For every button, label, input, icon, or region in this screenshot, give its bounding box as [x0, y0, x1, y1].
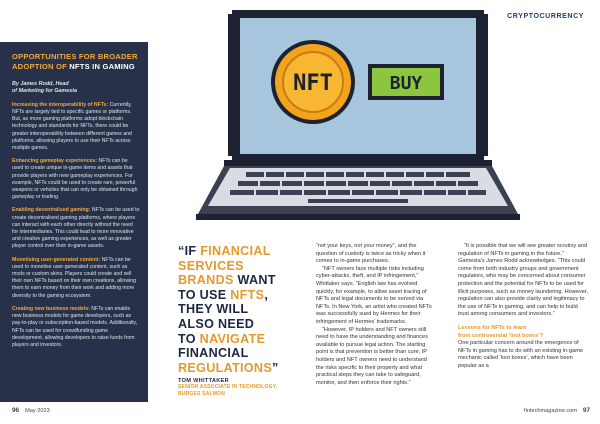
quote-word: , [264, 287, 269, 302]
section-body: NFTs can be used to create unique in-game items and assets that provide players with new gameplay experiences. For example, NFTs could be used to create rare, powerful weapons or vehicles that can only be obtained through gameplay or trading. [12, 158, 138, 201]
laptop-illustration [188, 0, 532, 232]
nft-coin-icon [271, 40, 355, 124]
sidebar-section [12, 207, 140, 250]
issue-date: May 2023 [25, 408, 50, 414]
quote-word: TO [178, 331, 200, 346]
pull-quote-text [178, 244, 296, 375]
quote-word: REGULATIONS [178, 360, 273, 375]
sidebar-title [12, 52, 140, 71]
right-page-number: 97 [582, 407, 590, 414]
subheading-line2: from controversial ‘loot boxes’? [458, 332, 544, 339]
section-heading: Monetising user-generated content: [12, 256, 101, 263]
quote-word: NFTS [230, 287, 265, 302]
quote-word: WANT [233, 273, 276, 288]
quote-word: SERVICES [178, 258, 244, 273]
body-column-1 [316, 243, 434, 387]
paragraph: “NFT owners face multiple risks including cyber-attacks, theft, and IP infringement,” Whittaker says. “English law has evolved quickly, for example, to allow asset tracing of NFTs and legal documents to be served via NFTs. In New York, an artist who created NFTs was successfully sued by Hermes for their infringement of Hermes’ trademarks. [316, 265, 432, 325]
section-heading: Increasing the interoperability of NFTs: [12, 101, 109, 108]
buy-label: BUY [389, 73, 423, 94]
paragraph: “It is possible that we will see greater scrutiny and regulation of NFTs in gaming in the future,” Gamesta’s James Rodd acknowledges. “This could come from both industry groups and government regulators, who may be concerned about consumer protection and the potential for NFTs to be used for illicit purposes, such as money laundering. However, regulation can also provide clarity and legitimacy to the use of NFTs in gaming, and can help to build trust among consumers and investors.” [458, 243, 588, 318]
paragraph: “However, IP holders and NFT owners still need to have the understanding and finances available to pursue legal action. The starting point is that prevention is better than cure; IP holders and NFT owners need to understand the risks specific to their property and what practical steps they can take to safeguard, monitor, and then enforce their rights.” [316, 326, 428, 386]
quote-attribution [178, 378, 308, 397]
body-column-2 [458, 243, 590, 371]
attribution-role-line2: BURGES SALMON [178, 390, 226, 397]
sidebar-title-part2: NFTS IN GAMING [69, 61, 135, 71]
footer-left [12, 407, 50, 414]
quote-word: ALSO NEED [178, 316, 255, 331]
paragraph: “not your keys, not your money”, and the question of custody is twice as tricky when it comes to in-game purchases. [316, 243, 426, 265]
quote-word: THEY WILL [178, 302, 249, 317]
quote-word: FINANCIAL [200, 244, 271, 258]
section-body: NFTs can enable new business models for game developers, such as pay-to-play or subscription-based models. Additionally, NFTs can be used for crowdfunding game development, allowing developers to raise funds from players and investors. [12, 305, 138, 348]
category-label: CRYPTOCURRENCY [507, 13, 584, 20]
quote-open: “IF [178, 244, 201, 258]
sidebar-section [12, 257, 140, 300]
pull-quote [178, 244, 296, 397]
quote-word: FINANCIAL [178, 346, 249, 361]
buy-button-icon [368, 64, 444, 100]
sidebar-section [12, 306, 140, 349]
sidebar-section [12, 158, 140, 201]
section-heading: Enhancing gameplay experiences: [12, 158, 98, 165]
quote-word: TO USE [178, 287, 231, 302]
sidebar-section [12, 102, 140, 152]
section-body: NFTs can be used to monetise user-generated content, such as mods or custom skins. Players could create and sell their own NFTs based on their own creations, allowing them to earn money from their work and adding more diversity to the gaming ecosystem. [12, 256, 136, 299]
subheading-line1: Lessons for NFTs to learn [458, 324, 527, 331]
section-body: Currently, NFTs are largely tied to specific games or platforms. But, as more gaming platforms adopt blockchain technology and standards for NFTs, there could be greater interoperability between different games and platforms, allowing players to use their NFTs across multiple games. [12, 101, 132, 152]
byline [12, 81, 140, 96]
site-name: fintechmagazine.com [524, 408, 577, 414]
subheading [458, 325, 590, 340]
section-body: NFTs can be used to create decentralised gaming platforms, where players can interact with each other directly without the need for intermediaries. This could lead to more innovative and creative gaming experiences, as well as greater player control over their in-game assets. [12, 207, 140, 250]
coin-label: NFT [293, 71, 333, 96]
quote-word: BRANDS [178, 273, 234, 288]
section-heading: Enabling decentralised gaming: [12, 207, 91, 214]
section-heading: Creating new business models: [12, 305, 90, 312]
sidebar-title-part1: OPPORTUNITIES FOR BROADER ADOPTION OF [12, 52, 138, 71]
quote-word: NAVIGATE [199, 331, 266, 346]
attribution-role-line1: SENIOR ASSOCIATE IN TECHNOLOGY, [178, 384, 278, 390]
left-page-number: 96 [12, 407, 20, 414]
attribution-name: TOM WHITTAKER [178, 378, 229, 384]
byline-line2: of Marketing for Gamesta [12, 88, 78, 95]
paragraph: One particular concern around the emergence of NFTs in gaming has to do with an existing in-game mechanic called ‘loot boxes’, which have been popular as a [458, 340, 583, 369]
sidebar-panel [0, 42, 148, 402]
footer-right [524, 407, 590, 414]
quote-close: ” [272, 360, 279, 375]
byline-line1: By James Rodd, Head [12, 81, 69, 87]
